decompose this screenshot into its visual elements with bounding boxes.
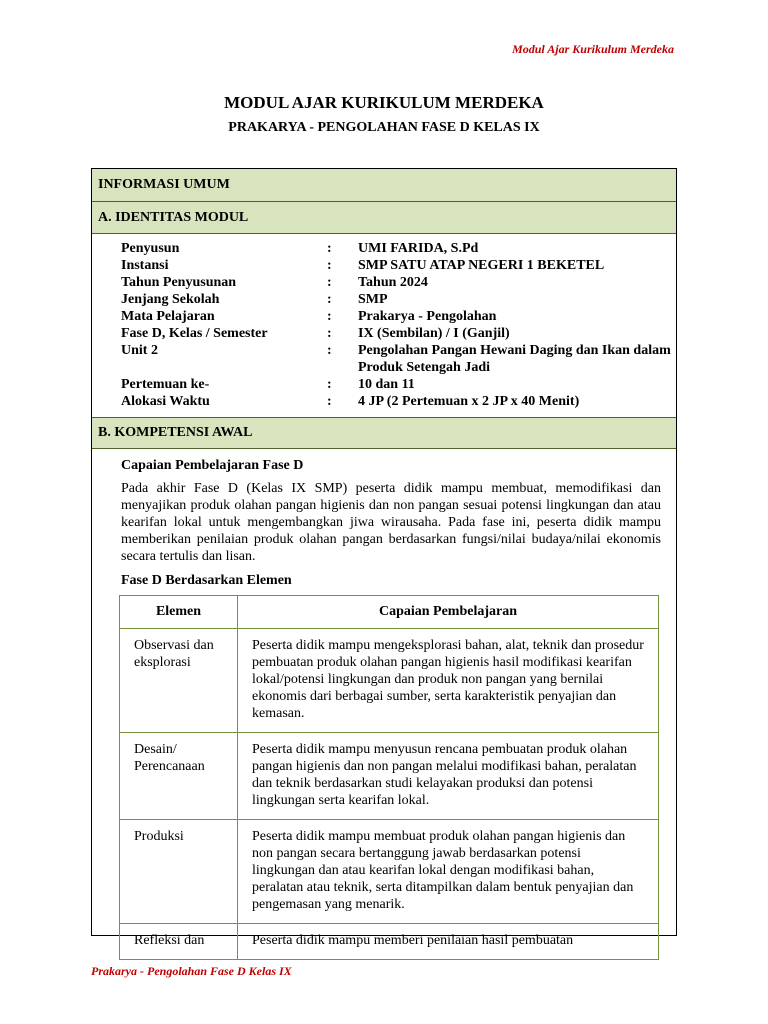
identity-row-mapel bbox=[121, 308, 671, 325]
identity-colon: : bbox=[327, 292, 332, 307]
identity-row-penyusun bbox=[121, 240, 671, 257]
identity-label: Mata Pelajaran bbox=[121, 309, 215, 324]
column-header-elemen: Elemen bbox=[120, 596, 238, 629]
table-header-row bbox=[120, 596, 659, 629]
identity-colon: : bbox=[327, 326, 332, 341]
identity-colon: : bbox=[327, 275, 332, 290]
identity-row-fase bbox=[121, 325, 671, 342]
identity-colon: : bbox=[327, 377, 332, 392]
identity-value: Pengolahan Pangan Hewani Daging dan Ikan dalam Produk Setengah Jadi bbox=[358, 343, 671, 375]
capaian-cell: Peserta didik mampu membuat produk olahan pangan higienis dan non pangan secara bertanggung jawab berdasarkan potensi lingkungan dan atau kearifan lokal dengan modifikasi bahan, peralatan atau teknik, serta ditampilkan dalam bentuk penyajian dan pengemasan yang menarik. bbox=[238, 820, 659, 924]
identity-value: Tahun 2024 bbox=[358, 275, 428, 290]
identity-row-instansi bbox=[121, 257, 671, 274]
identity-row-tahun bbox=[121, 274, 671, 291]
identity-label: Penyusun bbox=[121, 241, 180, 256]
identity-colon: : bbox=[327, 394, 332, 409]
identity-row-jenjang bbox=[121, 291, 671, 308]
capaian-cell: Peserta didik mampu mengeksplorasi bahan, alat, teknik dan prosedur pembuatan produk olahan pangan higienis hasil modifikasi kearifan lokal/potensi lingkungan dan produk non pangan yang bernilai ekonomis dari berbagai sumber, serta karakteristik penyajian dan kemasan. bbox=[238, 629, 659, 733]
identity-value: SMP SATU ATAP NEGERI 1 BEKETEL bbox=[358, 258, 605, 273]
section-kompetensi-awal: B. KOMPETENSI AWAL bbox=[92, 417, 676, 449]
fase-heading: Fase D Berdasarkan Elemen bbox=[121, 573, 292, 588]
section-identitas-modul: A. IDENTITAS MODUL bbox=[92, 202, 676, 234]
identity-label: Tahun Penyusunan bbox=[121, 275, 237, 290]
identity-value: SMP bbox=[358, 292, 388, 307]
identity-row-alokasi bbox=[121, 393, 671, 410]
info-frame bbox=[91, 168, 677, 948]
identity-label: Instansi bbox=[121, 258, 169, 273]
capaian-cell: Peserta didik mampu memberi penilaian hasil pembuatan bbox=[238, 924, 659, 960]
identity-label: Jenjang Sekolah bbox=[121, 292, 220, 307]
elemen-cell: Refleksi dan bbox=[120, 924, 238, 960]
identity-colon: : bbox=[327, 343, 332, 358]
cp-paragraph: Pada akhir Fase D (Kelas IX SMP) peserta didik mampu membuat, memodifikasi dan menyajikan produk olahan pangan higienis dan non pangan sesuai potensi lingkungan dan atau kearifan lokal untuk mengembangkan jiwa wirausaha. Pada fase ini, peserta didik mampu memberikan penilaian produk olahan pangan berdasarkan fungsi/nilai budaya/nilai ekonomis secara tertulis dan lisan. bbox=[121, 481, 661, 564]
elemen-cell: Observasi dan eksplorasi bbox=[120, 629, 238, 733]
elemen-cell: Desain/ Perencanaan bbox=[120, 733, 238, 820]
identity-row-unit bbox=[121, 342, 671, 376]
cp-heading: Capaian Pembelajaran Fase D bbox=[121, 458, 304, 473]
identity-value: IX (Sembilan) / I (Ganjil) bbox=[358, 326, 510, 341]
elemen-cell: Produksi bbox=[120, 820, 238, 924]
identity-colon: : bbox=[327, 241, 332, 256]
section-informasi-umum: INFORMASI UMUM bbox=[92, 169, 676, 202]
identity-label: Fase D, Kelas / Semester bbox=[121, 326, 268, 341]
identity-value: 10 dan 11 bbox=[358, 377, 415, 392]
document-subtitle: PRAKARYA - PENGOLAHAN FASE D KELAS IX bbox=[228, 120, 540, 135]
identity-colon: : bbox=[327, 309, 332, 324]
identity-colon: : bbox=[327, 258, 332, 273]
elemen-table bbox=[119, 595, 659, 960]
table-row bbox=[120, 924, 659, 960]
identity-label: Pertemuan ke- bbox=[121, 377, 210, 392]
table-row bbox=[120, 733, 659, 820]
identity-label: Alokasi Waktu bbox=[121, 394, 210, 409]
kompetensi-content bbox=[121, 457, 661, 589]
table-row bbox=[120, 820, 659, 924]
identity-list bbox=[121, 240, 671, 410]
identity-value: Prakarya - Pengolahan bbox=[358, 309, 497, 324]
identity-value: 4 JP (2 Pertemuan x 2 JP x 40 Menit) bbox=[358, 394, 580, 409]
document-title: MODUL AJAR KURIKULUM MERDEKA bbox=[224, 93, 544, 112]
identity-label: Unit 2 bbox=[121, 343, 158, 358]
running-footer: Prakarya - Pengolahan Fase D Kelas IX bbox=[91, 964, 292, 978]
running-header: Modul Ajar Kurikulum Merdeka bbox=[512, 42, 674, 56]
capaian-cell: Peserta didik mampu menyusun rencana pembuatan produk olahan pangan higienis dan non pangan melalui modifikasi bahan, peralatan dan teknik berdasarkan studi kelayakan produksi dan potensi lingkungan serta kearifan lokal. bbox=[238, 733, 659, 820]
column-header-capaian: Capaian Pembelajaran bbox=[238, 596, 659, 629]
identity-value: UMI FARIDA, S.Pd bbox=[358, 241, 479, 256]
identity-row-pertemuan bbox=[121, 376, 671, 393]
table-row bbox=[120, 629, 659, 733]
